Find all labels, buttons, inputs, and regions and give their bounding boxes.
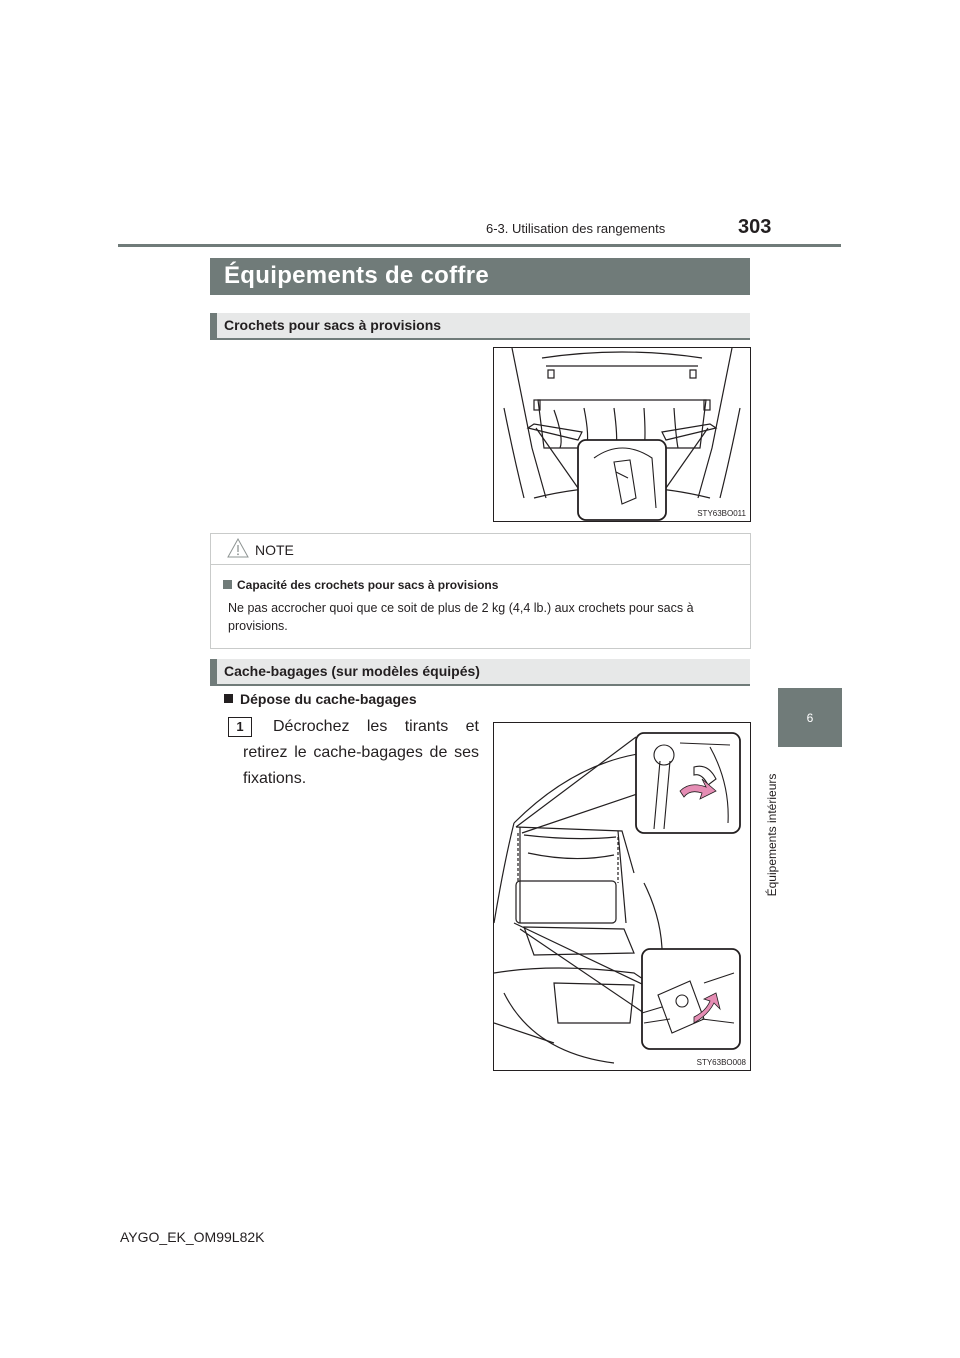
bullet-square-icon [223, 580, 232, 589]
chapter-label: Équipements intérieurs [765, 773, 779, 897]
warning-triangle-icon [227, 538, 249, 558]
chapter-number: 6 [806, 710, 814, 725]
section-heading-hooks: Crochets pour sacs à provisions [210, 313, 750, 340]
note-body: Ne pas accrocher quoi que ce soit de plus de 2 kg (4,4 lb.) aux crochets pour sacs à provisions. [228, 601, 694, 633]
figure-code: STY63BO008 [696, 1058, 746, 1067]
bullet-square-icon [224, 694, 233, 703]
step-text: Décrochez les tirants et retirez le cache-bagages de ses fixations. [243, 718, 479, 787]
section-heading-cover: Cache-bagages (sur modèles équipés) [210, 659, 750, 686]
removal-heading: Dépose du cache-bagages [224, 691, 417, 707]
figure-cargo-cover [493, 722, 751, 1071]
figure-trunk-hooks [493, 347, 751, 522]
cargo-cover-illustration [494, 723, 750, 1070]
page-number: 303 [738, 216, 772, 238]
page-title: Équipements de coffre [224, 262, 490, 289]
step-number-badge: 1 [228, 717, 252, 737]
note-header [211, 534, 750, 565]
section-breadcrumb: 6-3. Utilisation des rangements [486, 221, 666, 236]
chapter-tab[interactable] [778, 688, 842, 747]
note-subtitle: Capacité des crochets pour sacs à provisions [223, 578, 498, 592]
note-title: NOTE [255, 542, 294, 558]
footer-doc-code: AYGO_EK_OM99L82K [120, 1229, 265, 1245]
header-rule [118, 244, 841, 247]
note-box [210, 533, 751, 649]
page-title-bar [210, 258, 750, 295]
trunk-hooks-illustration [494, 348, 750, 521]
figure-code: STY63BO011 [697, 509, 746, 518]
